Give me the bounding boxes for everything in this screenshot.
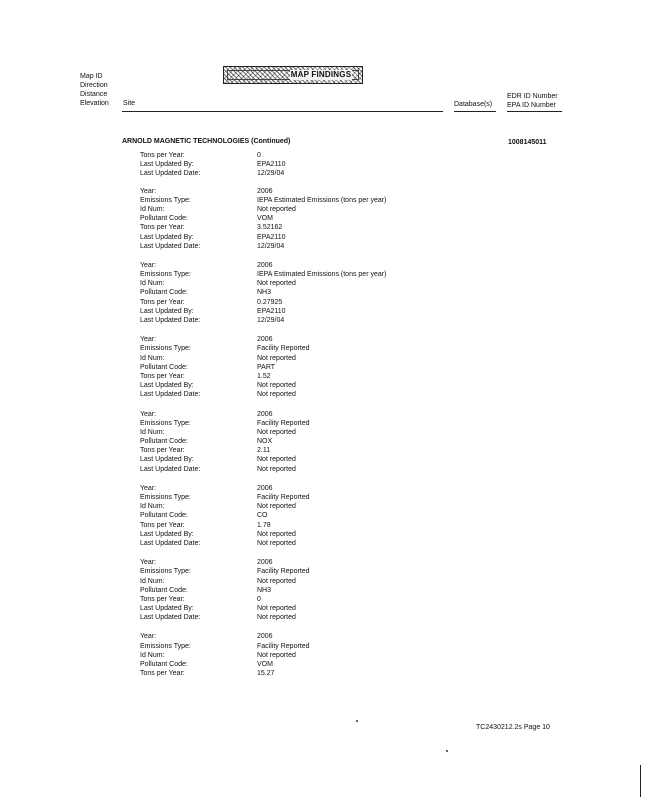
scan-edge-line (640, 765, 641, 797)
field-label: Tons per Year: (140, 521, 185, 529)
field-value: Not reported (257, 465, 296, 473)
record-row (140, 558, 460, 567)
record-row (140, 372, 460, 381)
field-value: Not reported (257, 354, 296, 362)
header-rule-site (122, 111, 443, 112)
emission-record (140, 261, 460, 325)
scan-speck (356, 720, 358, 722)
field-value: Not reported (257, 428, 296, 436)
field-label: Last Updated Date: (140, 391, 201, 399)
field-label: Year: (140, 633, 157, 641)
field-label: Id Num: (140, 577, 165, 585)
field-value: 12/29/04 (257, 242, 285, 250)
emission-record (140, 410, 460, 474)
direction-label: Direction (80, 82, 108, 89)
field-label: Last Updated By: (140, 161, 194, 169)
field-value: Not reported (257, 577, 296, 585)
field-value: PART (257, 363, 276, 371)
field-label: Emissions Type: (140, 494, 191, 501)
field-label: Tons per Year: (140, 224, 185, 232)
distance-label: Distance (80, 91, 108, 98)
field-value: 12/29/04 (257, 170, 285, 178)
field-value: NOX (257, 438, 273, 446)
field-label: Id Num: (140, 354, 165, 362)
record-row (140, 484, 460, 493)
field-label: Last Updated Date: (140, 317, 201, 324)
field-value: Not reported (257, 280, 296, 288)
field-label: Last Updated By: (140, 530, 194, 538)
site-label: Site (123, 100, 136, 107)
field-value: Facility Reported (257, 568, 310, 576)
field-value: Not reported (257, 614, 296, 622)
field-value: Not reported (257, 391, 296, 399)
record-row (140, 363, 460, 372)
field-label: Pollutant Code: (140, 438, 188, 446)
record-row (140, 586, 460, 595)
record-row (140, 410, 460, 419)
field-label: Emissions Type: (140, 419, 191, 427)
field-label: Last Updated By: (140, 233, 194, 241)
emission-record (140, 558, 460, 622)
record-row (140, 437, 460, 446)
field-value: Facility Reported (257, 345, 310, 353)
field-value: 0 (257, 152, 261, 159)
field-value: 2.11 (257, 447, 271, 455)
field-label: Pollutant Code: (140, 512, 188, 520)
field-label: Last Updated By: (140, 456, 194, 464)
record-row (140, 151, 460, 160)
field-label: Last Updated Date: (140, 614, 201, 622)
header-rule-database (454, 111, 496, 112)
field-value: Facility Reported (257, 494, 310, 501)
field-value: 2006 (257, 187, 273, 195)
field-label: Last Updated Date: (140, 170, 201, 178)
record-row (140, 270, 460, 279)
field-label: Tons per Year: (140, 152, 185, 159)
record-row (140, 335, 460, 344)
field-value: 2006 (257, 261, 273, 269)
banner-title: MAP FINDINGS (290, 70, 352, 79)
field-label: Tons per Year: (140, 670, 185, 678)
record-row (140, 521, 460, 530)
field-label: Emissions Type: (140, 196, 191, 204)
field-label: Pollutant Code: (140, 661, 188, 668)
field-value: IEPA Estimated Emissions (tons per year) (257, 271, 387, 279)
map-id-label: Map ID (80, 73, 103, 80)
elevation-label: Elevation (80, 100, 109, 107)
map-findings-banner (223, 66, 363, 84)
field-value: 2006 (257, 410, 273, 418)
field-value: NH3 (257, 289, 272, 297)
emission-record (140, 632, 460, 678)
edr-id-value: 1008145011 (508, 139, 547, 146)
field-value: VOM (257, 661, 273, 668)
emission-record (140, 151, 460, 179)
record-row (140, 344, 460, 353)
record-row (140, 196, 460, 205)
record-row (140, 642, 460, 651)
field-label: Tons per Year: (140, 298, 185, 306)
record-row (140, 465, 460, 474)
field-label: Tons per Year: (140, 372, 185, 380)
record-row (140, 354, 460, 363)
field-value: Facility Reported (257, 642, 310, 650)
header-rule-ids (507, 111, 562, 112)
footer-page-id: TC2430212.2s Page 10 (476, 724, 550, 731)
field-label: Emissions Type: (140, 568, 191, 576)
record-row (140, 595, 460, 604)
field-value: 2006 (257, 633, 273, 641)
record-row (140, 316, 460, 325)
record-row (140, 419, 460, 428)
record-row (140, 613, 460, 622)
record-row (140, 455, 460, 464)
field-label: Id Num: (140, 503, 165, 511)
field-label: Year: (140, 559, 157, 567)
field-value: CO (257, 512, 268, 520)
field-value: Not reported (257, 503, 296, 511)
record-row (140, 279, 460, 288)
field-label: Pollutant Code: (140, 289, 188, 297)
facility-title: ARNOLD MAGNETIC TECHNOLOGIES (Continued) (122, 138, 291, 145)
field-value: 3.52162 (257, 224, 283, 232)
field-value: 1.78 (257, 521, 271, 529)
edr-id-number-label: EDR ID Number (507, 93, 558, 100)
database-label: Database(s) (454, 101, 493, 108)
field-value: NH3 (257, 586, 272, 594)
record-row (140, 307, 460, 316)
record-row (140, 381, 460, 390)
emission-record (140, 335, 460, 399)
field-label: Id Num: (140, 205, 165, 213)
field-value: VOM (257, 215, 273, 223)
field-value: EPA2110 (257, 307, 286, 315)
record-row (140, 233, 460, 242)
record-row (140, 446, 460, 455)
field-value: 1.52 (257, 372, 271, 380)
emission-record (140, 484, 460, 548)
record-row (140, 604, 460, 613)
field-label: Pollutant Code: (140, 363, 188, 371)
field-label: Last Updated By: (140, 307, 194, 315)
record-row (140, 242, 460, 251)
record-row (140, 651, 460, 660)
field-value: 2006 (257, 559, 273, 567)
field-label: Tons per Year: (140, 595, 185, 603)
field-label: Year: (140, 187, 157, 195)
field-value: Facility Reported (257, 419, 310, 427)
record-row (140, 223, 460, 232)
field-label: Last Updated Date: (140, 242, 201, 250)
field-value: 0 (257, 595, 261, 603)
field-value: 2006 (257, 484, 273, 492)
scan-speck (446, 750, 448, 752)
field-label: Year: (140, 336, 157, 344)
field-label: Tons per Year: (140, 447, 185, 455)
field-label: Pollutant Code: (140, 215, 188, 223)
emission-record (140, 187, 460, 251)
record-row (140, 577, 460, 586)
header-right-labels (507, 92, 558, 110)
record-row (140, 669, 460, 678)
record-row (140, 288, 460, 297)
field-value: 0.27925 (257, 298, 283, 306)
field-value: Not reported (257, 205, 296, 213)
field-label: Year: (140, 410, 157, 418)
record-row (140, 530, 460, 539)
field-value: Not reported (257, 530, 296, 538)
field-label: Last Updated Date: (140, 465, 201, 473)
record-row (140, 390, 460, 399)
record-row (140, 169, 460, 178)
field-value: Not reported (257, 382, 296, 390)
field-value: EPA2110 (257, 161, 286, 169)
header-left-labels (80, 72, 109, 108)
field-label: Id Num: (140, 428, 165, 436)
field-value: Not reported (257, 651, 296, 659)
record-row (140, 205, 460, 214)
record-row (140, 511, 460, 520)
record-row (140, 539, 460, 548)
field-label: Id Num: (140, 651, 165, 659)
field-value: 2006 (257, 336, 273, 344)
record-row (140, 261, 460, 270)
field-label: Emissions Type: (140, 271, 191, 279)
field-label: Pollutant Code: (140, 586, 188, 594)
record-row (140, 632, 460, 641)
field-value: 15.27 (257, 670, 275, 678)
record-row (140, 160, 460, 169)
record-row (140, 660, 460, 669)
record-row (140, 187, 460, 196)
field-value: Not reported (257, 456, 296, 464)
field-value: 12/29/04 (257, 317, 285, 324)
record-row (140, 493, 460, 502)
record-row (140, 502, 460, 511)
field-value: Not reported (257, 539, 296, 547)
field-label: Id Num: (140, 280, 165, 288)
field-label: Year: (140, 261, 157, 269)
field-label: Emissions Type: (140, 642, 191, 650)
record-row (140, 428, 460, 437)
record-row (140, 567, 460, 576)
field-label: Last Updated Date: (140, 539, 201, 547)
field-value: Not reported (257, 605, 296, 613)
epa-id-number-label: EPA ID Number (507, 102, 556, 109)
record-row (140, 214, 460, 223)
emission-records (140, 151, 460, 688)
record-row (140, 298, 460, 307)
field-label: Year: (140, 484, 157, 492)
field-value: EPA2110 (257, 233, 286, 241)
field-label: Last Updated By: (140, 382, 194, 390)
field-label: Last Updated By: (140, 605, 194, 613)
field-label: Emissions Type: (140, 345, 191, 353)
field-value: IEPA Estimated Emissions (tons per year) (257, 196, 387, 204)
